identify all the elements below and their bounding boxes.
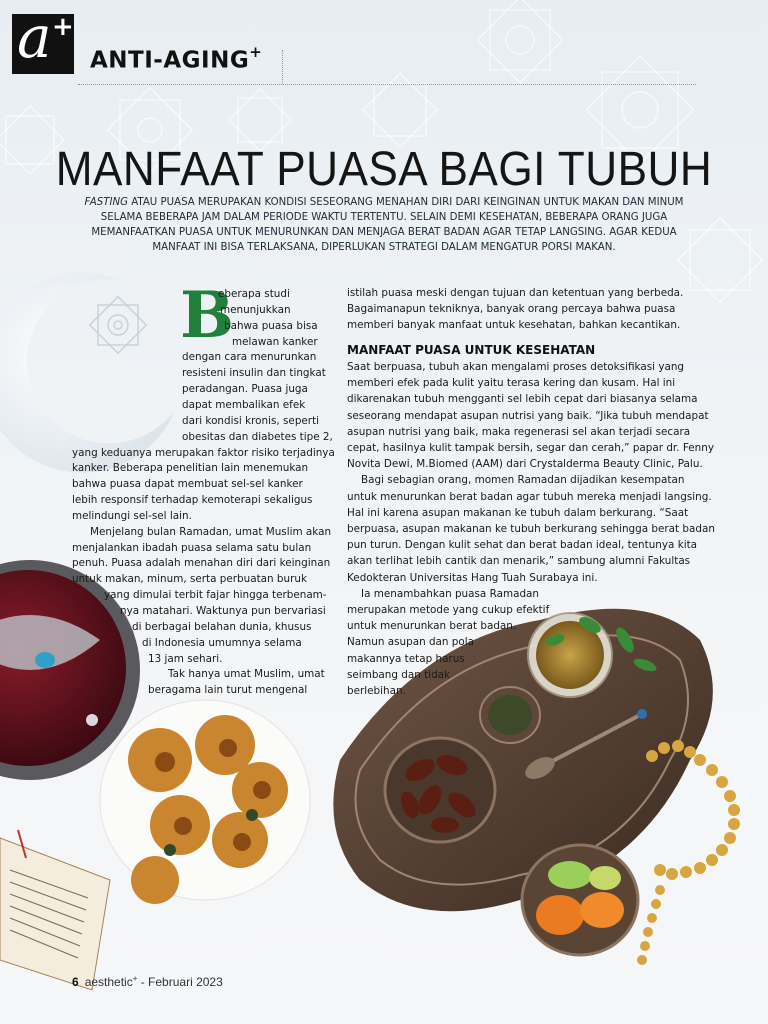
text-line: penuh. Puasa adalah menahan diri dari keinginan [72,557,331,570]
drop-cap: B [180,278,235,353]
logo-plus: + [52,12,74,42]
text-line: Namun asupan dan pola [347,636,475,649]
text-line: bahwa puasa dapat membuat sel-sel kanker [72,478,303,491]
text-line: Saat berpuasa, tubuh akan mengalami proses detoksifikasi yang [347,361,685,373]
text-line: merupakan metode yang cukup efektif [347,604,550,617]
text-line: 13 jam sehari. [148,652,223,665]
section-label: ANTI-AGING+ [90,43,263,74]
text-line: beragama lain turut mengenal [148,684,308,697]
open-book [0,830,110,990]
text-line: Menjelang bulan Ramadan, umat Muslim akan [90,525,332,538]
text-line: Bagi sebagian orang, momen Ramadan dijadikan kesempatan [361,474,685,487]
text-line: Bagaimanapun tekniknya, banyak orang percaya bahwa puasa [347,303,676,316]
text-line: resisteni insulin dan tingkat [182,367,326,380]
text-line: Novita Dewi, M.Biomed (AAM) dari Crystalderma Beauty Clinic, Palu. [347,458,703,471]
text-line: bahwa puasa bisa [224,319,318,332]
issue-date: - Februari 2023 [137,975,223,989]
text-line: obesitas dan diabetes tipe 2, [182,430,333,443]
text-line: Hal ini karena asupan makanan ke tubuh dalam berkurang. “Saat [347,506,689,519]
text-line: Tak hanya umat Muslim, umat [168,668,325,681]
text-line: untuk menurunkan berat badan. [347,620,517,633]
page-number: 6 [72,975,79,989]
text-line: nya matahari. Waktunya pun bervariasi [120,605,326,617]
right-column-intro [347,285,683,334]
text-line: untuk makan, minum, serta perbuatan buruk [72,573,307,586]
header-divider-vertical [282,50,283,84]
dates-bowl [385,738,495,842]
text-line: kanker. Beberapa penelitian lain menemukan [72,462,309,475]
article-lead: FASTING ATAU PUASA MERUPAKAN KONDISI SESEORANG MENAHAN DIRI DARI KEINGINAN UNTUK MAKAN DAN MINUM SELAMA BEBERAPA JAM DALAM PERIODE WAKTU TERTENTU. SELAIN DEMI KESEHATAN, BEBERAPA ORANG JUGA MEMANFAATKAN PUASA UNTUK MENURUNKAN DAN MENJAGA BERAT BADAN AGAR TETAP LANGSING. AGAR KEDUA MANFAAT INI BISA TERLAKSANA, DIPERLUKAN STRATEGI DALAM MENGATUR PORSI MAKAN. [84,197,684,253]
text-line: asupan nutrisi yang baik, maka regenerasi sel akan terjadi secara [347,425,691,438]
text-line: untuk menurunkan berat badan agar tubuh mereka menjadi langsing. [347,490,712,503]
article-title: MANFAAT PUASA BAGI TUBUH [55,143,713,196]
text-line: dengan cara menurunkan [182,351,317,364]
text-line: Kedokteran Universitas Hang Tuah Surabaya ini. [347,571,598,584]
text-line: yang dimulai terbit fajar hingga terbenam- [104,589,327,602]
text-line: istilah puasa meski dengan tujuan dan ketentuan yang berbeda. [347,287,684,299]
text-line: Ia menambahkan puasa Ramadan [361,587,539,600]
text-line: dari kondisi kronis, seperti [182,414,320,427]
text-line: berlebihan. [347,685,406,698]
text-line: di berbagai belahan dunia, khusus [132,620,312,633]
text-line: peradangan. Puasa juga [182,383,308,396]
right-column-body [347,359,715,699]
text-line: memberi banyak manfaat untuk kesehatan, bahkan kecantikan. [347,319,681,332]
text-line: cepat, hasilnya kulit tampak bersih, segar dan cerah,” papar dr. Fenny [347,442,714,455]
text-line: akan terlihat lebih cantik dan menarik,” sambung alumni Fakultas [347,555,691,568]
text-line: yang keduanya merupakan faktor risiko terjadinya [72,446,335,459]
page-footer: 6 aesthetic+ - Februari 2023 [72,974,223,989]
text-line: dikarenakan tubuh mengganti sel lebih cepat dari biasanya selama [347,393,698,406]
text-line: seseorang mendapat asupan nutrisi yang baik. “Jika tubuh mendapat [347,409,709,422]
text-line: lebih responsif terhadap kemoterapi sekaligus [72,494,313,507]
pastry-plate [100,700,310,904]
text-line: di Indonesia umumnya selama [142,636,302,649]
text-line: menunjukkan [220,303,291,316]
text-line: dapat membalikan efek [182,398,306,411]
dried-fruit-bowl [522,845,638,955]
text-line: seimbang dan tidak [347,668,451,681]
text-line: eberapa studi [218,288,290,300]
text-line: pun turun. Dengan kulit sehat dan berat badan ideal, tentunya kita [347,539,698,552]
header-divider-horizontal [78,84,696,85]
text-line: menjalankan ibadah puasa selama satu bulan [72,541,312,554]
magazine-logo [12,3,74,74]
text-line: makannya tetap harus [347,652,465,665]
text-line: melindungi sel-sel lain. [72,509,192,522]
text-line: melawan kanker [232,335,318,348]
magazine-name: aesthetic [84,975,133,989]
text-line: memberi efek pada kulit yaitu terasa kering dan kusam. Hal ini [347,377,676,390]
section-heading: MANFAAT PUASA UNTUK KESEHATAN [347,343,596,357]
text-line: berpuasa, asupan makanan ke tubuh berkurang sehingga berat badan [347,523,715,536]
logo-letter: a [17,3,52,71]
